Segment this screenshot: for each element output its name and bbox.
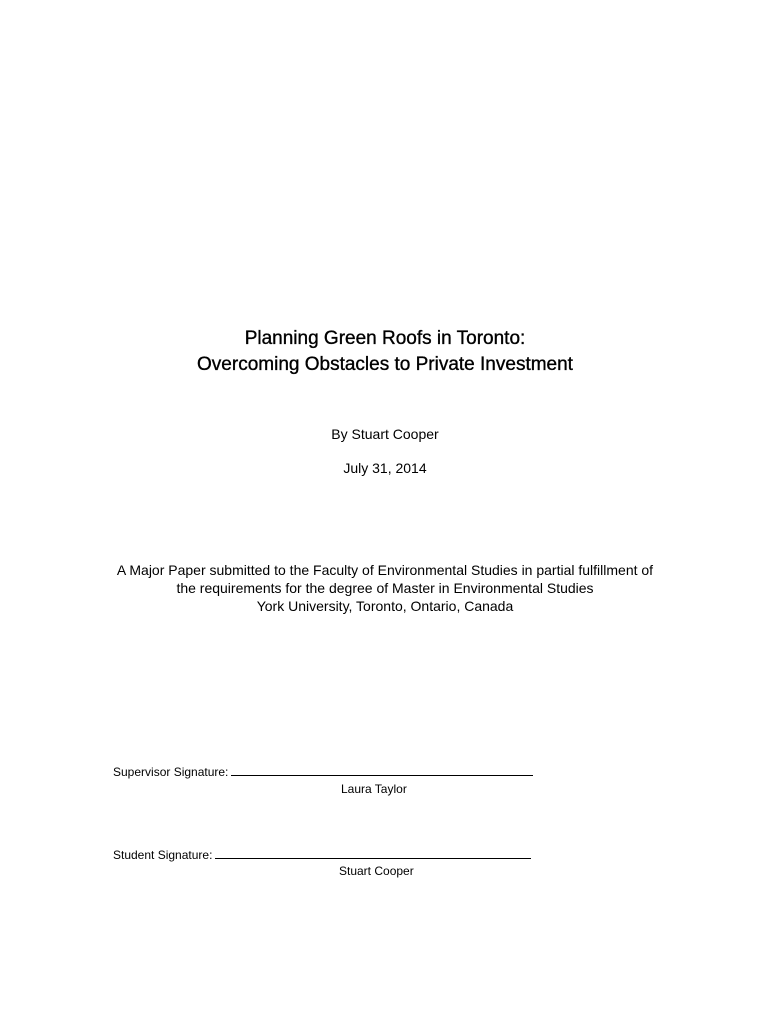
submission-line-2: the requirements for the degree of Master in Environmental Studies <box>176 580 594 596</box>
supervisor-signature-line <box>231 765 533 776</box>
student-name: Stuart Cooper <box>339 864 414 878</box>
author-byline: By Stuart Cooper <box>331 426 439 442</box>
submission-line-3: York University, Toronto, Ontario, Canada <box>256 598 514 614</box>
student-signature-line <box>215 848 531 859</box>
student-signature-label: Student Signature: <box>113 848 213 862</box>
title-line-1: Planning Green Roofs in Toronto: <box>244 328 526 349</box>
supervisor-signature-label: Supervisor Signature: <box>113 765 229 779</box>
submission-statement <box>0 561 770 615</box>
submission-date: July 31, 2014 <box>343 460 427 476</box>
submission-line-1: A Major Paper submitted to the Faculty of Environmental Studies in partial fulfillment of <box>116 562 654 578</box>
student-signature-row <box>113 848 531 863</box>
supervisor-signature-row <box>113 765 533 780</box>
title-line-2: Overcoming Obstacles to Private Investment <box>197 354 573 375</box>
supervisor-name: Laura Taylor <box>341 782 407 796</box>
paper-title <box>0 326 770 378</box>
